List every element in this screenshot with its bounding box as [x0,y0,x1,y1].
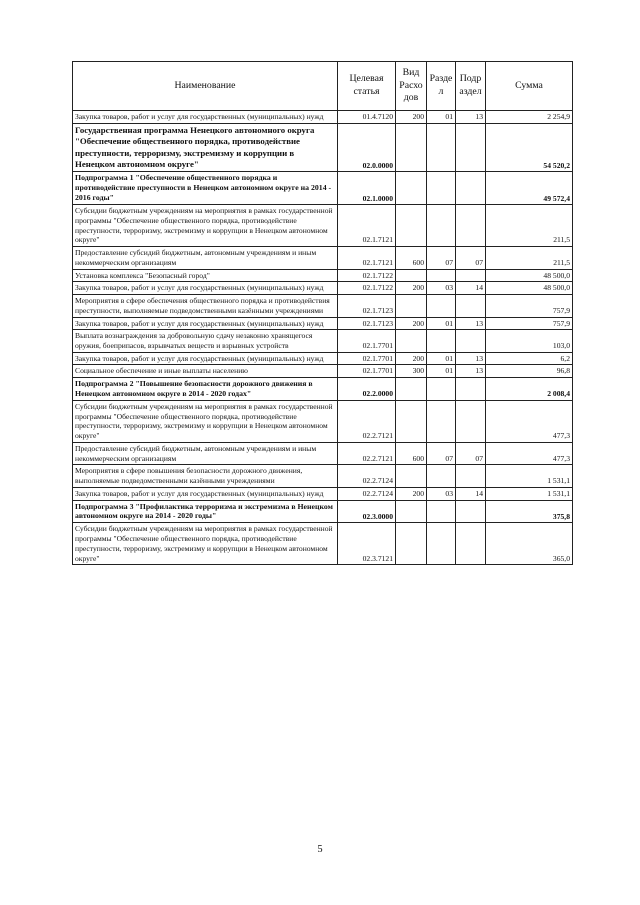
row-expense-type: 200 [396,111,427,124]
row-subsection [456,269,486,282]
row-section [427,205,456,247]
row-sum: 375,8 [486,500,573,523]
row-sum: 48 500,0 [486,269,573,282]
row-section: 01 [427,352,456,365]
row-name: Субсидии бюджетным учреждениям на мероприятия в рамках государственной программы "Обеспечение общественного порядка, противодействие преступности, терроризму, экстремизму и коррупции в Ненецком автономном округе" [73,205,338,247]
row-expense-type [396,378,427,401]
row-section: 07 [427,247,456,269]
row-sum: 757,9 [486,295,573,317]
row-sum: 103,0 [486,330,573,352]
row-name: Предоставление субсидий бюджетным, автономным учреждениям и иным некоммерческим организациям [73,247,338,269]
row-target-article: 02.1.7701 [338,365,396,378]
row-target-article: 02.1.7123 [338,317,396,330]
table-row [73,317,573,330]
row-subsection: 13 [456,111,486,124]
row-target-article: 02.2.0000 [338,378,396,401]
row-section [427,295,456,317]
row-expense-type [396,330,427,352]
row-target-article: 02.1.0000 [338,172,396,205]
row-section: 01 [427,317,456,330]
row-section [427,401,456,443]
page-number: 5 [317,844,323,855]
row-target-article: 02.2.7121 [338,442,396,464]
row-section: 01 [427,365,456,378]
row-target-article: 02.3.0000 [338,500,396,523]
row-name: Закупка товаров, работ и услуг для государственных (муниципальных) нужд [73,282,338,295]
table-row [73,123,573,172]
row-subsection [456,465,486,487]
row-name: Закупка товаров, работ и услуг для государственных (муниципальных) нужд [73,487,338,500]
row-expense-type: 600 [396,442,427,464]
row-name: Подпрограмма 1 "Обеспечение общественного порядка и противодействие преступности в Ненецком автономном округе на 2014 - 2016 годы" [73,172,338,205]
table-row [73,330,573,352]
row-name: Социальное обеспечение и иные выплаты населению [73,365,338,378]
table-row [73,111,573,124]
row-sum: 54 520,2 [486,123,573,172]
row-name: Установка комплекса "Безопасный город" [73,269,338,282]
budget-table [72,61,573,565]
row-name: Закупка товаров, работ и услуг для государственных (муниципальных) нужд [73,111,338,124]
row-sum: 6,2 [486,352,573,365]
row-name: Мероприятия в сфере повышения безопасности дорожного движения, выполняемые подведомственными казёнными учреждениями [73,465,338,487]
row-sum: 757,9 [486,317,573,330]
row-name: Субсидии бюджетным учреждениям на мероприятия в рамках государственной программы "Обеспечение общественного порядка, противодействие преступности, терроризму, экстремизму и коррупции в Ненецком автономном округе" [73,401,338,443]
row-target-article: 02.1.7122 [338,282,396,295]
row-target-article: 02.1.7701 [338,330,396,352]
row-expense-type [396,465,427,487]
header-subsection: Подр аздел [456,62,486,111]
row-subsection [456,205,486,247]
header-name: Наименование [73,62,338,111]
row-subsection [456,401,486,443]
row-subsection [456,523,486,565]
row-sum: 211,5 [486,247,573,269]
row-subsection [456,123,486,172]
row-subsection: 14 [456,487,486,500]
table-row [73,247,573,269]
table-body [73,111,573,565]
table-row [73,523,573,565]
row-expense-type [396,269,427,282]
row-name: Закупка товаров, работ и услуг для государственных (муниципальных) нужд [73,352,338,365]
row-subsection [456,172,486,205]
row-subsection: 07 [456,247,486,269]
row-expense-type: 200 [396,487,427,500]
table-row [73,365,573,378]
row-target-article: 02.1.7701 [338,352,396,365]
row-subsection: 13 [456,317,486,330]
row-target-article: 02.3.7121 [338,523,396,565]
table-row [73,442,573,464]
row-target-article: 02.1.7122 [338,269,396,282]
header-section: Разде л [427,62,456,111]
row-subsection [456,330,486,352]
row-subsection [456,378,486,401]
row-target-article: 02.1.7121 [338,205,396,247]
row-section [427,172,456,205]
row-expense-type [396,205,427,247]
row-expense-type [396,123,427,172]
row-expense-type: 200 [396,352,427,365]
row-sum: 1 531,1 [486,487,573,500]
row-section [427,269,456,282]
row-name: Выплата вознаграждения за добровольную сдачу незаконно хранящегося оружия, боеприпасов, взрывчатых веществ и взрывных устройств [73,330,338,352]
table-row [73,172,573,205]
row-target-article: 02.1.7121 [338,247,396,269]
table-header [73,62,573,111]
table-row [73,500,573,523]
row-subsection [456,500,486,523]
header-target-article: Целевая статья [338,62,396,111]
row-name: Подпрограмма 3 "Профилактика терроризма и экстремизма в Ненецком автономном округе на 2014 - 2020 годы" [73,500,338,523]
table-row [73,282,573,295]
table-row [73,205,573,247]
row-section [427,523,456,565]
row-sum: 48 500,0 [486,282,573,295]
row-section [427,465,456,487]
row-sum: 365,0 [486,523,573,565]
row-expense-type: 300 [396,365,427,378]
row-section [427,500,456,523]
row-section [427,123,456,172]
row-target-article: 02.2.7121 [338,401,396,443]
row-sum: 2 254,9 [486,111,573,124]
row-name: Предоставление субсидий бюджетным, автономным учреждениям и иным некоммерческим организациям [73,442,338,464]
table-row [73,269,573,282]
row-name: Государственная программа Ненецкого автономного округа "Обеспечение общественного порядка, противодействие преступности, терроризму, экстремизму и коррупции в Ненецком автономном округе" [73,123,338,172]
row-sum: 1 531,1 [486,465,573,487]
row-section [427,330,456,352]
table-row [73,295,573,317]
row-subsection: 13 [456,365,486,378]
table-row [73,352,573,365]
row-subsection: 13 [456,352,486,365]
row-subsection: 07 [456,442,486,464]
row-expense-type [396,500,427,523]
row-target-article: 02.1.7123 [338,295,396,317]
row-section: 07 [427,442,456,464]
row-expense-type [396,172,427,205]
row-name: Субсидии бюджетным учреждениям на мероприятия в рамках государственной программы "Обеспечение общественного порядка, противодействие преступности, терроризму, экстремизму и коррупции в Ненецком автономном округе" [73,523,338,565]
row-section [427,378,456,401]
row-name: Мероприятия в сфере обеспечения общественного порядка и противодействия преступности, выполняемые подведомственными казёнными учреждениями [73,295,338,317]
table-row [73,487,573,500]
row-subsection: 14 [456,282,486,295]
row-sum: 211,5 [486,205,573,247]
row-sum: 2 008,4 [486,378,573,401]
row-expense-type [396,401,427,443]
table-row [73,465,573,487]
row-target-article: 01.4.7120 [338,111,396,124]
row-sum: 477,3 [486,401,573,443]
row-section: 03 [427,487,456,500]
row-section: 01 [427,111,456,124]
row-target-article: 02.2.7124 [338,487,396,500]
table-row [73,401,573,443]
row-sum: 477,3 [486,442,573,464]
header-sum: Сумма [486,62,573,111]
row-sum: 49 572,4 [486,172,573,205]
header-expense-type: Вид Расхо дов [396,62,427,111]
row-target-article: 02.0.0000 [338,123,396,172]
row-subsection [456,295,486,317]
row-expense-type [396,295,427,317]
row-name: Подпрограмма 2 "Повышение безопасности дорожного движения в Ненецком автономном округе в 2014 - 2020 годах" [73,378,338,401]
row-expense-type: 200 [396,317,427,330]
row-expense-type: 200 [396,282,427,295]
row-expense-type: 600 [396,247,427,269]
row-target-article: 02.2.7124 [338,465,396,487]
table-row [73,378,573,401]
row-expense-type [396,523,427,565]
row-name: Закупка товаров, работ и услуг для государственных (муниципальных) нужд [73,317,338,330]
row-sum: 96,8 [486,365,573,378]
row-section: 03 [427,282,456,295]
